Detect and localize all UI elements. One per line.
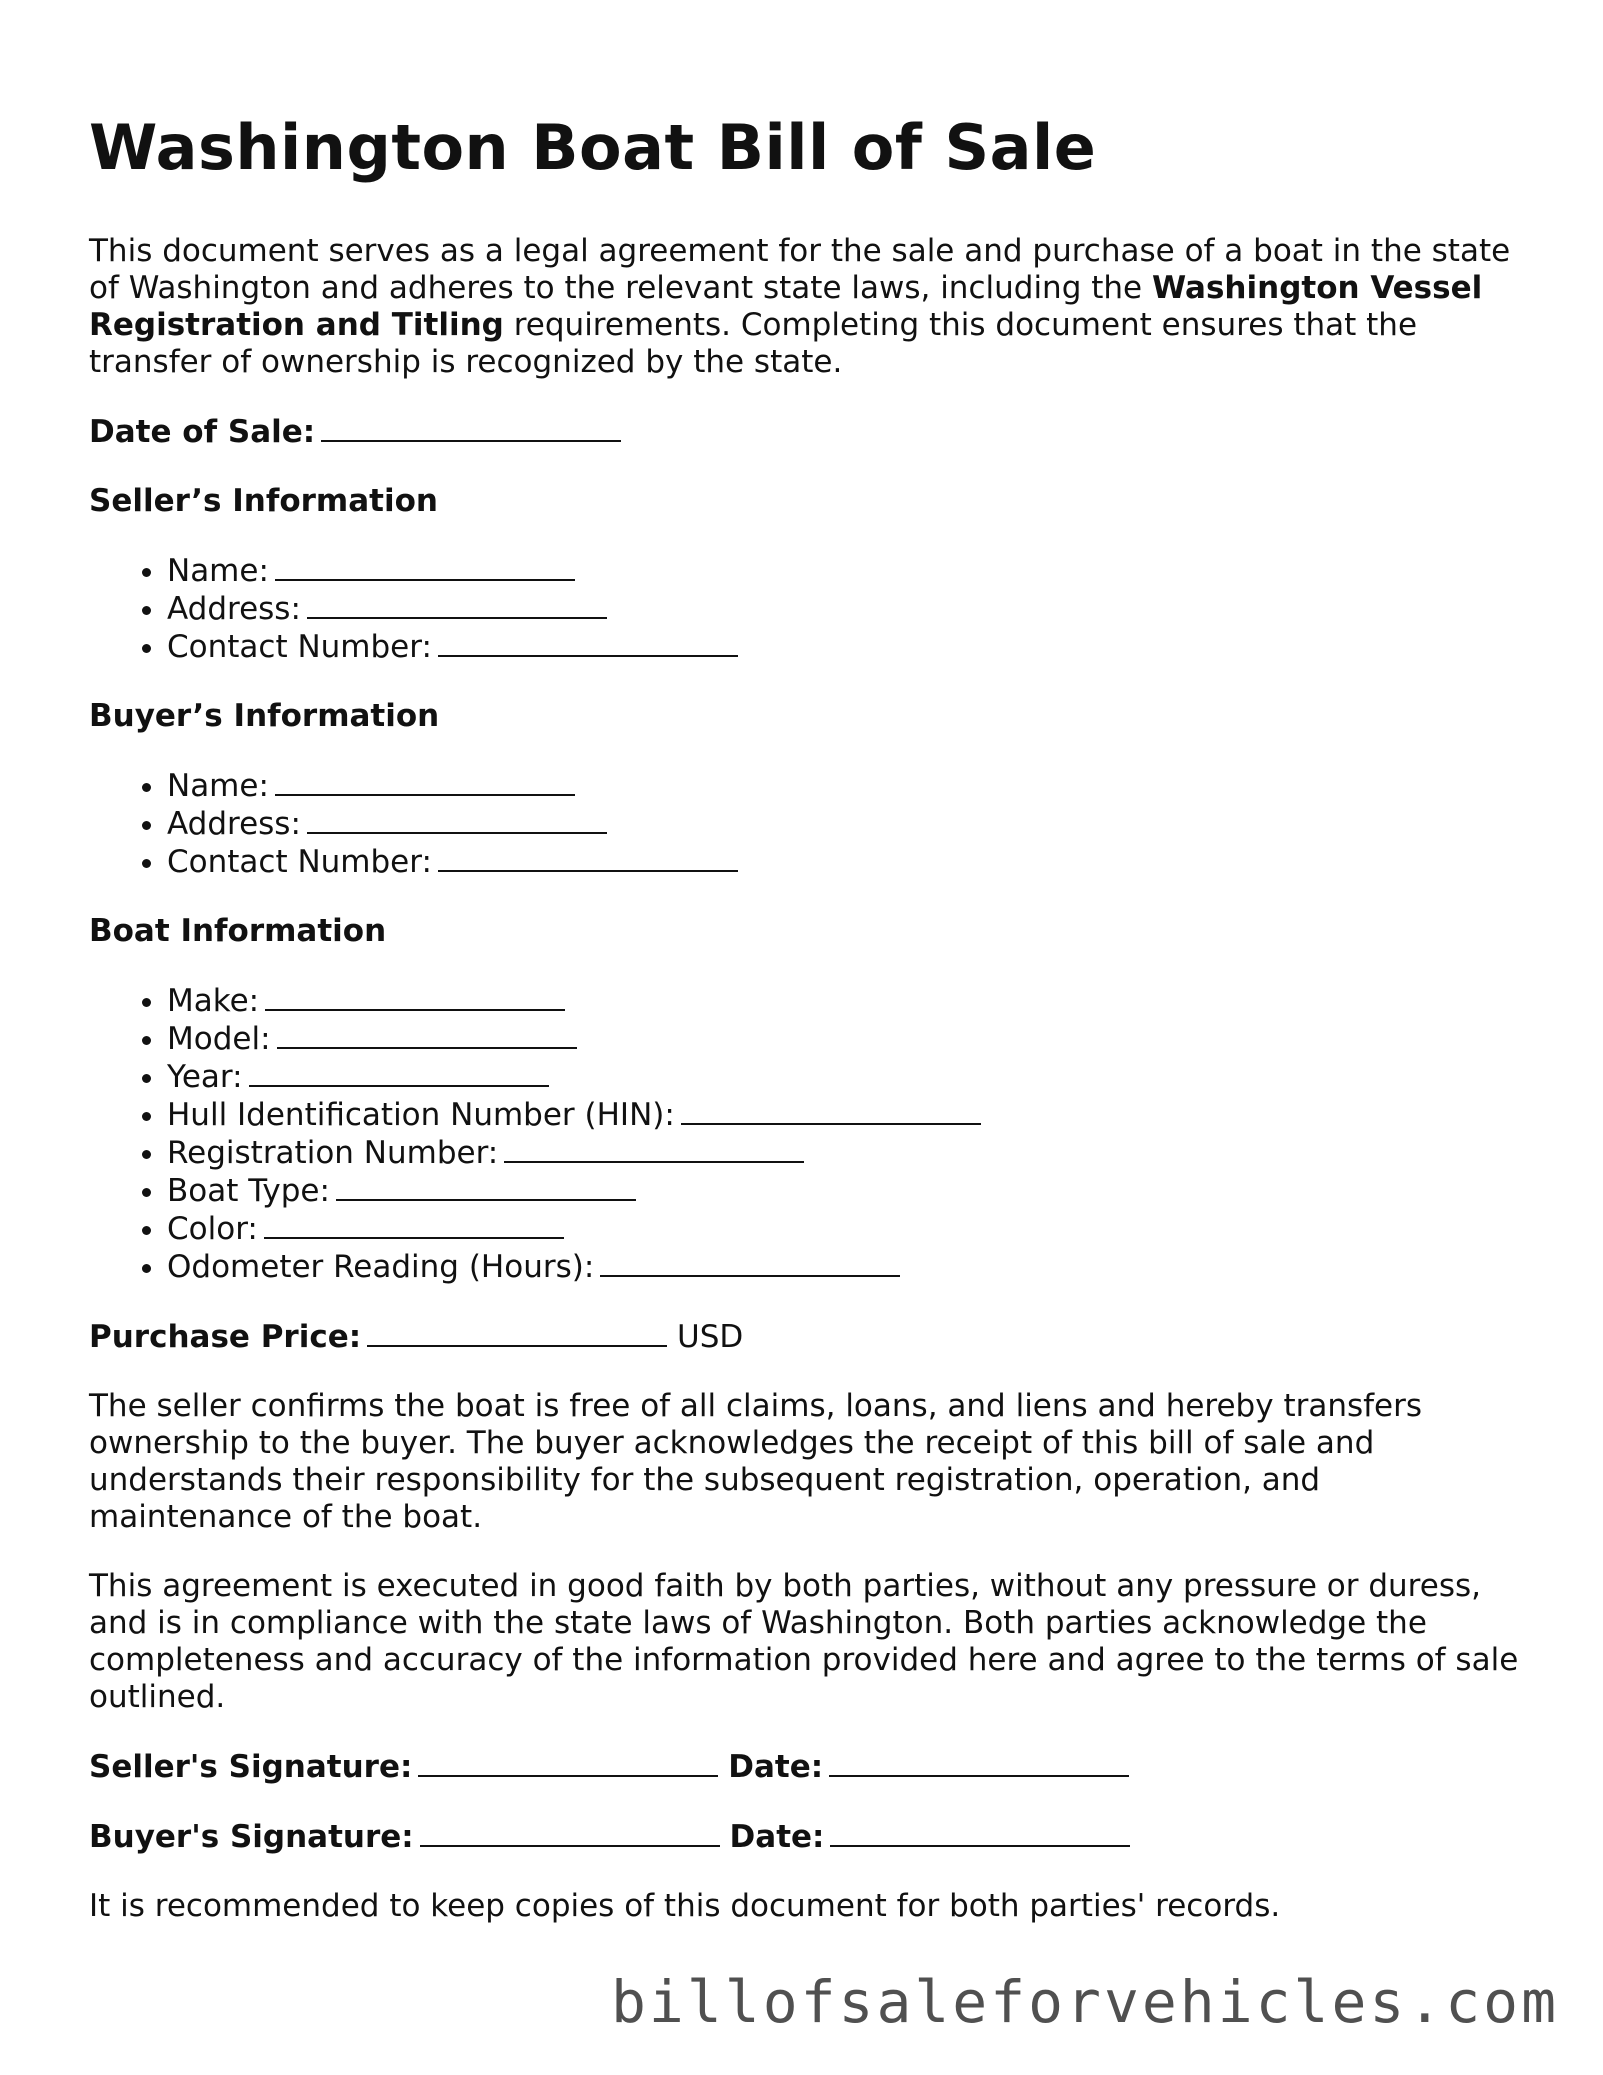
seller-heading: Seller’s Information [89,483,438,519]
seller-signature-field[interactable] [418,1748,718,1777]
purchase-price-label: Purchase Price: [89,1319,362,1355]
seller-address-field[interactable] [307,590,607,619]
seller-address-label: Address: [167,591,301,627]
purchase-price-row [89,1318,1519,1356]
list-item [167,1248,1519,1286]
list-item [167,1096,1519,1134]
list-item [167,1020,1519,1058]
boat-registration-field[interactable] [504,1134,804,1163]
boat-color-label: Color: [167,1211,258,1247]
claims-paragraph: The seller confirms the boat is free of all claims, loans, and liens and hereby transfers ownership to the buyer. The buyer acknowledges the receipt of this bill of sale and understands their responsibility for the subsequent registration, operation, and maintenance of the boat. [89,1388,1423,1535]
buyer-heading: Buyer’s Information [89,698,440,734]
buyer-signature-label: Buyer's Signature: [89,1819,414,1855]
seller-contact-field[interactable] [438,628,738,657]
seller-signature-row [89,1748,1519,1786]
list-item [167,1172,1519,1210]
list-item [167,843,1519,881]
boat-make-label: Make: [167,983,260,1019]
boat-color-field[interactable] [264,1210,564,1239]
list-item [167,1058,1519,1096]
boat-year-label: Year: [167,1059,243,1095]
boat-model-label: Model: [167,1021,271,1057]
buyer-signature-field[interactable] [420,1818,720,1847]
boat-registration-label: Registration Number: [167,1135,499,1171]
boat-year-field[interactable] [249,1058,549,1087]
buyer-date-field[interactable] [830,1818,1130,1847]
seller-contact-label: Contact Number: [167,629,432,665]
boat-model-field[interactable] [277,1020,577,1049]
intro-text-part2: requirements. Completing this document ensures that the transfer of ownership is recognized by the state. [89,307,1418,380]
list-item [167,1210,1519,1248]
boat-hours-field[interactable] [600,1248,900,1277]
seller-signature-label: Seller's Signature: [89,1749,413,1785]
boat-heading: Boat Information [89,913,387,949]
list-item [167,590,1519,628]
list-item [167,767,1519,805]
seller-date-field[interactable] [829,1748,1129,1777]
closing-note: It is recommended to keep copies of this document for both parties' records. [89,1888,1281,1924]
seller-date-label: Date: [728,1749,824,1785]
document-page [89,110,1519,1957]
currency-label: USD [677,1319,744,1355]
date-of-sale-row [89,413,1519,451]
seller-name-label: Name: [167,553,269,589]
page-title: Washington Boat Bill of Sale [89,111,1097,184]
agreement-paragraph: This agreement is executed in good faith by both parties, without any pressure or duress, and is in compliance with the state laws of Washington. Both parties acknowledge the completeness and accuracy of the information provided here and agree to the terms of sale outlined. [89,1568,1519,1715]
watermark: billofsaleforvehicles.com [611,1968,1559,2036]
buyer-contact-field[interactable] [438,843,738,872]
buyer-name-label: Name: [167,768,269,804]
list-item [167,628,1519,666]
boat-hin-label: Hull Identification Number (HIN): [167,1097,675,1133]
intro-bold-text: Washington Vessel Registration and Titling [89,270,1483,343]
list-item [167,982,1519,1020]
date-of-sale-field[interactable] [321,413,621,442]
buyer-address-label: Address: [167,806,301,842]
purchase-price-field[interactable] [367,1318,667,1347]
list-item [167,1134,1519,1172]
intro-paragraph [89,233,1519,381]
intro-text-part1: This document serves as a legal agreement for the sale and purchase of a boat in the state of Washington and adheres to the relevant state laws, including the [89,233,1511,306]
buyer-signature-row [89,1818,1519,1856]
buyer-field-list [89,767,1519,881]
seller-name-field[interactable] [275,552,575,581]
boat-type-label: Boat Type: [167,1173,330,1209]
seller-field-list [89,552,1519,666]
boat-make-field[interactable] [265,982,565,1011]
boat-hours-label: Odometer Reading (Hours): [167,1249,595,1285]
buyer-address-field[interactable] [307,805,607,834]
list-item [167,552,1519,590]
date-of-sale-label: Date of Sale: [89,414,316,450]
buyer-name-field[interactable] [275,767,575,796]
boat-type-field[interactable] [336,1172,636,1201]
buyer-contact-label: Contact Number: [167,844,432,880]
buyer-date-label: Date: [729,1819,825,1855]
boat-field-list [89,982,1519,1286]
boat-hin-field[interactable] [681,1096,981,1125]
list-item [167,805,1519,843]
